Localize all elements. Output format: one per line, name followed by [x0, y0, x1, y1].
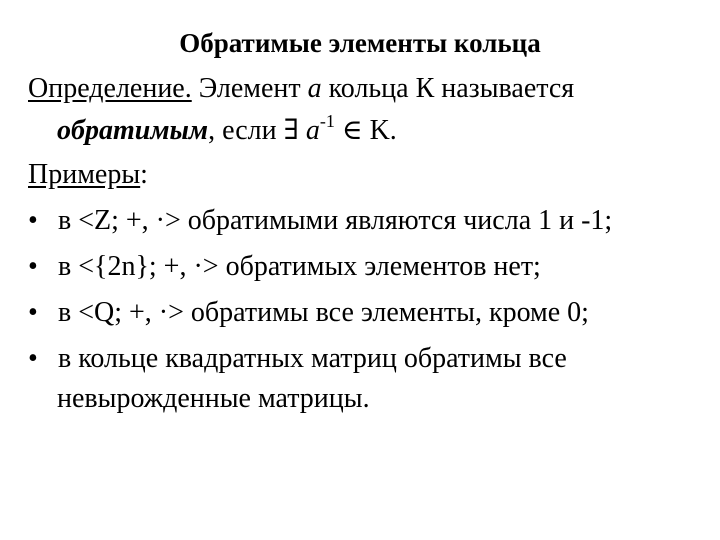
definition-line-2 [57, 110, 397, 148]
bullet: • [28, 297, 38, 328]
definition-text-1: Элемент [191, 73, 308, 104]
list-item-text: в кольце квадратных матриц обратимы все [58, 343, 567, 374]
exists-symbol: ∃ [283, 115, 299, 146]
bullet: • [28, 343, 38, 374]
element-variable: a [307, 73, 322, 104]
definition-term: обратимым [57, 115, 209, 146]
examples-label: Примеры [28, 159, 141, 190]
list-item-text: в <Q; +, ·> обратимы все элементы, кроме 0; [58, 297, 589, 328]
bullet: • [28, 251, 38, 282]
definition-line-1 [28, 72, 574, 106]
definition-text-2: кольца К называется [321, 73, 575, 104]
list-item-text: невырожденные матрицы. [57, 383, 370, 414]
ring-symbol: K. [369, 115, 397, 146]
list-item-text: в <Z; +, ·> обратимыми являются числа 1 и -1; [58, 205, 613, 236]
examples-heading: Примеры: [28, 159, 148, 190]
definition-label: Определение. [28, 73, 192, 104]
list-item [28, 296, 589, 330]
list-item-text: в <{2n}; +, ·> обратимых элементов нет; [58, 251, 541, 282]
list-item [28, 204, 612, 238]
list-item [28, 250, 541, 284]
definition-text-3: , если [208, 115, 284, 146]
element-of-symbol: ∈ [334, 115, 370, 146]
list-item [28, 342, 567, 376]
list-item-continuation [57, 382, 370, 416]
bullet: • [28, 205, 38, 236]
inverse-exponent: -1 [319, 110, 335, 131]
slide-title: Обратимые элементы кольца [179, 28, 541, 58]
inverse-base: a [305, 115, 320, 146]
